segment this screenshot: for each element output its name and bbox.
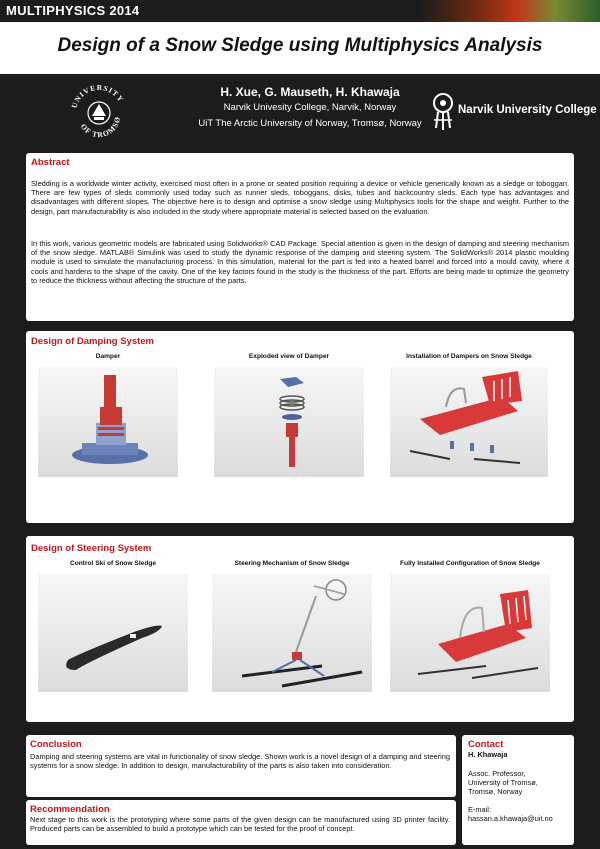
title-bar <box>0 22 600 74</box>
narvik-college-name: Narvik University College <box>458 104 597 116</box>
contact-email-label: E-mail: <box>468 805 491 814</box>
conclusion-title: Conclusion <box>30 739 82 750</box>
abstract-title: Abstract <box>31 157 70 168</box>
affiliation-tromso: UiT The Arctic University of Norway, Tromsø, Norway <box>198 118 422 129</box>
contact-org: University of Tromsø, <box>468 778 538 787</box>
exploded-damper-caption: Exploded view of Damper <box>248 353 330 360</box>
header-decoration-image <box>420 0 600 22</box>
steering-title: Design of Steering System <box>31 543 152 554</box>
top-bar <box>0 0 600 22</box>
university-tromso-logo <box>68 80 130 142</box>
abstract-panel <box>26 153 574 321</box>
conclusion-text: Damping and steering systems are vital in functionality of snow sledge. Shown work is a novel design of a damping and steering systems for a snow sledge. In addition to design, manufacturability of the parts is also taken into consideration. <box>30 752 450 771</box>
fully-installed-image <box>390 574 550 692</box>
steering-panel <box>26 536 574 722</box>
affiliation-narvik: Narvik Univesity College, Narvik, Norway <box>223 102 397 113</box>
abstract-paragraph-1: Sledding is a worldwide winter activity, exercised most often in a prone or seated position requiring a device or vehicle generically known as a sledge or toboggan. There are few types of sleds commonly used today such as runner sleds, toboggans, disks, tubes and backcountry sleds. Each type has advantages and disadvantages with different slopes. The objective here is to design and optimise a snow sledge using Multiphysics tools for the shape and weight. Further to the design, part manufacturability is also included in the study where appropriate material is selected based on the evaluation. <box>31 179 569 216</box>
damper-caption: Damper <box>95 353 121 360</box>
svg-text:OF TROMSØ: OF TROMSØ <box>78 115 123 140</box>
contact-email[interactable]: hassan.a.khawaja@uit.no <box>468 814 553 823</box>
recommendation-title: Recommendation <box>30 804 110 815</box>
conclusion-panel <box>26 735 456 797</box>
contact-city: Tromsø, Norway <box>468 787 523 796</box>
abstract-paragraph-2: In this work, various geometric models are fabricated using Solidworks® CAD Package. Special attention is given in the design of damping and steering mechanism of the snow sledge. MATLAB® Simulink was used to study the dynamic response of the damping and steering system. The SolidWorks® 2014 plastic moulding module is used to simulate the manufacturing process. In this simulation, material for the part is fed into a heated barrel and forced into a mould cavity, where it cools and hardens to the shape of the cavity. One of the key factors found in the study is the thickness of the part. Efforts are being made to optimize the geometry to reduce the thickness without affecting the structure of the parts. <box>31 239 569 285</box>
recommendation-panel <box>26 800 456 845</box>
damper-image <box>38 367 178 477</box>
contact-title: Contact <box>468 739 504 750</box>
contact-role: Assoc. Professor, <box>468 769 526 778</box>
contact-panel <box>462 735 574 845</box>
author-names: H. Xue, G. Mauseth, H. Khawaja <box>220 85 400 99</box>
steering-mechanism-image <box>212 574 372 692</box>
conference-name: MULTIPHYSICS 2014 <box>6 3 140 18</box>
narvik-college-logo <box>428 92 458 132</box>
control-ski-caption: Control Ski of Snow Sledge <box>69 560 157 567</box>
poster-title: Design of a Snow Sledge using Multiphysics Analysis <box>57 35 543 56</box>
damping-title: Design of Damping System <box>31 336 154 347</box>
contact-name: H. Khawaja <box>468 750 508 759</box>
damper-installation-caption: Installation of Dampers on Snow Sledge <box>406 353 532 360</box>
recommendation-text: Next stage to this work is the prototyping where some parts of the given design can be manufactured using 3D printer facility. Produced parts can be assembled to build a prototype which can be tested for the proof of concept. <box>30 815 450 834</box>
steering-mechanism-caption: Steering Mechanism of Snow Sledge <box>234 560 350 567</box>
damping-panel <box>26 331 574 523</box>
damper-installation-image <box>390 367 548 477</box>
control-ski-image <box>38 574 188 692</box>
fully-installed-caption: Fully Installed Configuration of Snow Sledge <box>400 560 540 567</box>
exploded-damper-image <box>214 367 364 477</box>
svg-text:UNIVERSITY: UNIVERSITY <box>69 82 126 110</box>
